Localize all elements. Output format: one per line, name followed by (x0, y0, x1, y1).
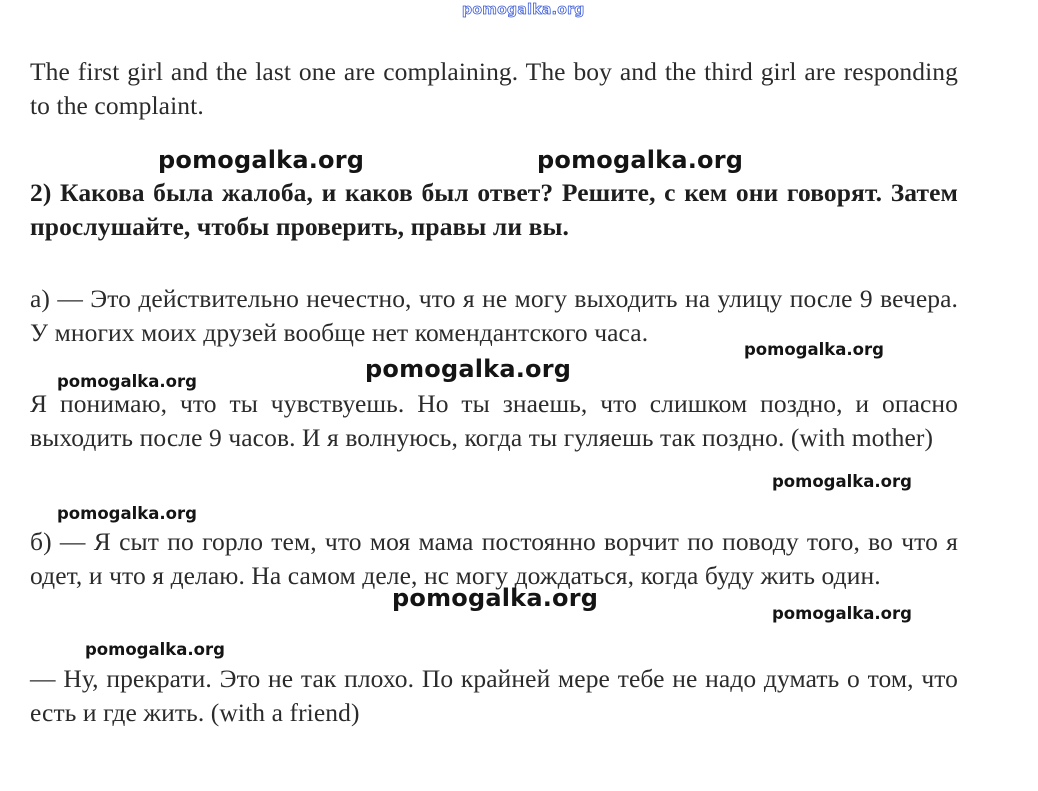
watermark: pomogalka.org (57, 372, 197, 391)
paragraph-a-complaint: а) — Это действительно нечестно, что я не могу выходить на улицу после 9 вечера. У многих моих друзей вообще нет комендантского часа. (30, 284, 958, 347)
paragraph-a-response: Я понимаю, что ты чувствуешь. Но ты знаешь, что слишком поздно, и опасно выходить после 9 часов. И я волнуюсь, когда ты гуляешь так поздно. (with mother) (30, 389, 958, 452)
paragraph-task-2: 2) Какова была жалоба, и каков был ответ? Решите, с кем они говорят. Затем прослушайте, чтобы проверить, правы ли вы. (30, 178, 958, 241)
watermark: pomogalka.org (57, 504, 197, 523)
top-watermark: pomogalka.org (462, 2, 585, 18)
watermark: pomogalka.org (772, 604, 912, 623)
watermark: pomogalka.org (158, 146, 365, 174)
paragraph-b-response: — Ну, прекрати. Это не так плохо. По крайней мере тебе не надо думать о том, что есть и где жить. (with a friend) (30, 664, 958, 727)
watermark: pomogalka.org (772, 472, 912, 491)
watermark: pomogalka.org (744, 340, 884, 359)
paragraph-b-complaint: б) — Я сыт по горло тем, что моя мама постоянно ворчит по поводу того, во что я одет, и что я делаю. На самом деле, нс могу дождаться, когда буду жить один. (30, 527, 958, 590)
watermark: pomogalka.org (537, 146, 744, 174)
watermark: pomogalka.org (392, 584, 599, 612)
watermark: pomogalka.org (365, 355, 572, 383)
paragraph-intro: The first girl and the last one are complaining. The boy and the third girl are responding to the complaint. (30, 57, 958, 120)
watermark: pomogalka.org (85, 640, 225, 659)
